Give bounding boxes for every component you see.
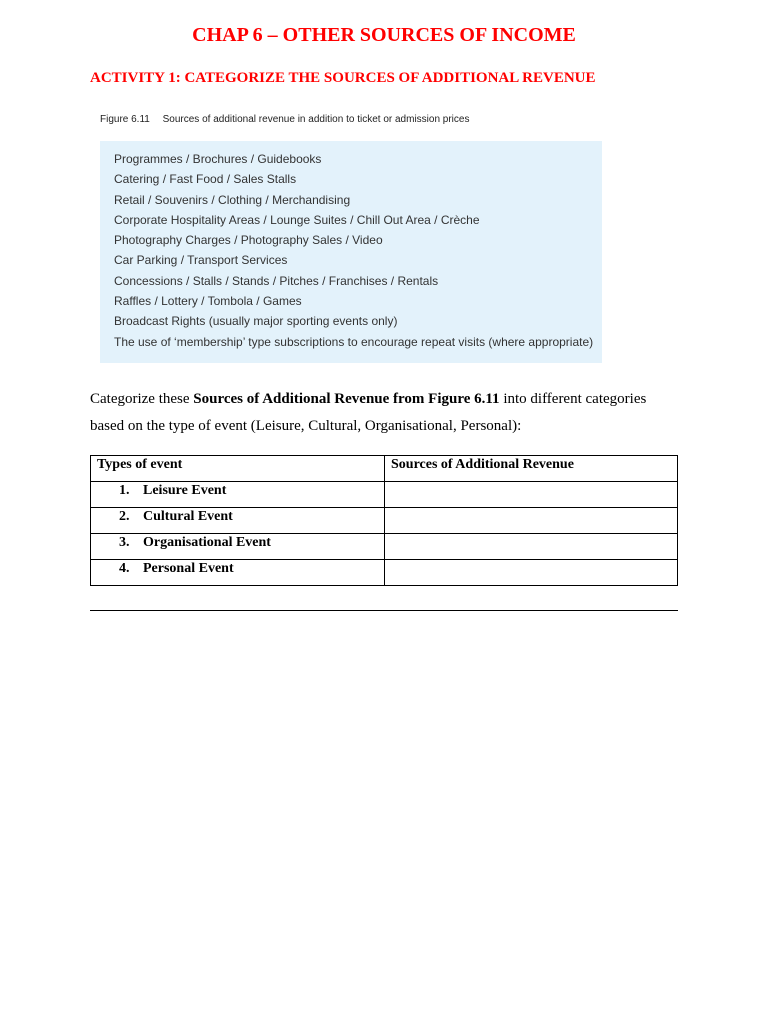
header-sources-of-revenue: Sources of Additional Revenue [385, 456, 678, 482]
event-label: Cultural Event [143, 509, 233, 524]
event-type-cell [91, 560, 385, 586]
event-type-cell [91, 534, 385, 560]
event-number: 2. [119, 509, 130, 524]
table-row [91, 560, 678, 586]
revenue-source-item: Raffles / Lottery / Tombola / Games [114, 294, 302, 309]
event-number: 4. [119, 561, 130, 576]
revenue-source-item: Corporate Hospitality Areas / Lounge Suites / Chill Out Area / Crèche [114, 212, 480, 227]
event-number: 3. [119, 535, 130, 550]
event-type-cell [91, 508, 385, 534]
revenue-sources-cell[interactable] [385, 508, 678, 534]
event-label: Organisational Event [143, 535, 271, 550]
table-row [91, 508, 678, 534]
revenue-source-item: Car Parking / Transport Services [114, 253, 288, 268]
revenue-source-item: Concessions / Stalls / Stands / Pitches / Franchises / Rentals [114, 273, 439, 288]
page-title: CHAP 6 – OTHER SOURCES OF INCOME [192, 24, 576, 46]
event-number: 1. [119, 483, 130, 498]
instructions-prefix: Categorize these [90, 391, 194, 407]
event-label: Leisure Event [143, 483, 227, 498]
revenue-source-item: Photography Charges / Photography Sales / Video [114, 233, 383, 248]
revenue-sources-figure [100, 141, 602, 363]
revenue-sources-cell[interactable] [385, 560, 678, 586]
figure-caption [100, 114, 469, 125]
revenue-sources-list [114, 149, 602, 352]
instructions-paragraph [90, 386, 680, 440]
table-header-row [91, 456, 678, 482]
event-categories-table [90, 455, 678, 586]
header-types-of-event: Types of event [91, 456, 385, 482]
table-row [91, 482, 678, 508]
instructions-suffix: into different categories based on the type of event (Leisure, Cultural, Organisational, Personal): [90, 391, 647, 434]
event-label: Personal Event [143, 561, 234, 576]
figure-caption-text: Sources of additional revenue in addition to ticket or admission prices [162, 114, 470, 125]
bottom-divider [90, 610, 678, 611]
revenue-source-item: Broadcast Rights (usually major sporting events only) [114, 314, 398, 329]
figure-number: Figure 6.11 [100, 114, 150, 125]
revenue-source-item: Retail / Souvenirs / Clothing / Merchandising [114, 192, 351, 207]
activity-title: ACTIVITY 1: CATEGORIZE THE SOURCES OF ADDITIONAL REVENUE [90, 70, 596, 86]
revenue-sources-cell[interactable] [385, 482, 678, 508]
revenue-source-item: Catering / Fast Food / Sales Stalls [114, 172, 297, 187]
table-row [91, 534, 678, 560]
revenue-sources-cell[interactable] [385, 534, 678, 560]
revenue-source-item: The use of ‘membership’ type subscriptions to encourage repeat visits (where appropriate) [114, 334, 594, 349]
revenue-source-item: Programmes / Brochures / Guidebooks [114, 152, 322, 166]
event-type-cell [91, 482, 385, 508]
instructions-emphasis: Sources of Additional Revenue from Figure 6.11 [193, 391, 500, 407]
